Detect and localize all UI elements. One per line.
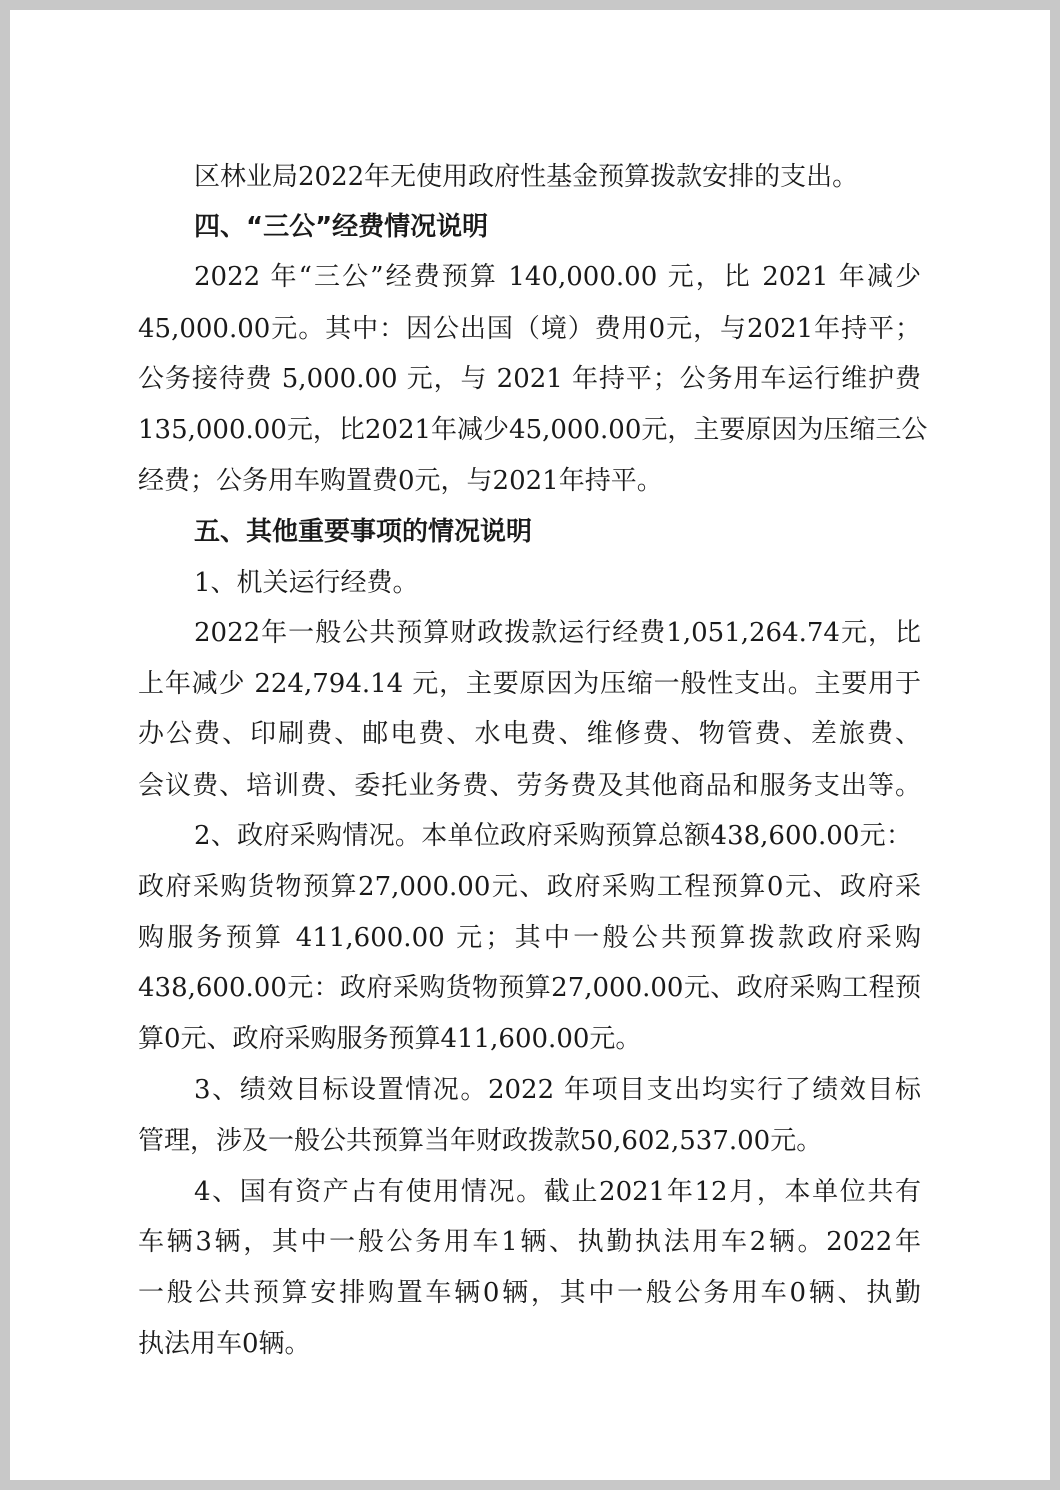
paragraph-procurement-line-1: 2、政府采购情况。本单位政府采购预算总额438,600.00元：: [194, 821, 912, 851]
paragraph-performance-line-2: 管理，涉及一般公共预算当年财政拨款50,602,537.00元。: [138, 1126, 823, 1156]
paragraph-performance-line-1: 3、绩效目标设置情况。2022 年项目支出均实行了绩效目标: [194, 1075, 921, 1105]
paragraph-operating-line-3: 办公费、印刷费、邮电费、水电费、维修费、物管费、差旅费、: [138, 719, 921, 749]
paragraph-assets-line-2: 车辆3辆，其中一般公务用车1辆、执勤执法用车2辆。2022年: [138, 1227, 921, 1257]
paragraph-government-fund-note: 区林业局2022年无使用政府性基金预算拨款安排的支出。: [194, 162, 859, 192]
paragraph-procurement-line-3: 购服务预算 411,600.00 元；其中一般公共预算拨款政府采购: [138, 923, 921, 953]
paragraph-assets-line-3: 一般公共预算安排购置车辆0辆，其中一般公务用车0辆、执勤: [138, 1278, 921, 1308]
paragraph-assets-line-4: 执法用车0辆。: [138, 1329, 311, 1359]
paragraph-assets-line-1: 4、国有资产占有使用情况。截止2021年12月，本单位共有: [194, 1177, 921, 1207]
paragraph-three-public-line-4: 135,000.00元，比2021年减少45,000.00元，主要原因为压缩三公: [138, 415, 928, 445]
paragraph-three-public-line-3: 公务接待费 5,000.00 元，与 2021 年持平；公务用车运行维护费: [138, 364, 921, 394]
paragraph-three-public-line-1: 2022 年“三公”经费预算 140,000.00 元，比 2021 年减少: [194, 262, 921, 292]
paragraph-procurement-line-4: 438,600.00元：政府采购货物预算27,000.00元、政府采购工程预: [138, 973, 921, 1003]
section-heading-other-matters: 五、其他重要事项的情况说明: [194, 517, 533, 547]
section-heading-three-public-expenses: 四、“三公”经费情况说明: [194, 212, 489, 242]
paragraph-operating-line-4: 会议费、培训费、委托业务费、劳务费及其他商品和服务支出等。: [138, 771, 921, 801]
paragraph-procurement-line-5: 算0元、政府采购服务预算411,600.00元。: [138, 1024, 642, 1054]
paragraph-three-public-line-2: 45,000.00元。其中：因公出国（境）费用0元，与2021年持平；: [138, 314, 921, 344]
paragraph-operating-line-1: 2022年一般公共预算财政拨款运行经费1,051,264.74元，比: [194, 618, 921, 648]
paragraph-operating-line-2: 上年减少 224,794.14 元，主要原因为压缩一般性支出。主要用于: [138, 669, 921, 699]
subheading-operating-expenses: 1、机关运行经费。: [194, 568, 419, 598]
paragraph-three-public-line-5: 经费；公务用车购置费0元，与2021年持平。: [138, 466, 663, 496]
paragraph-procurement-line-2: 政府采购货物预算27,000.00元、政府采购工程预算0元、政府采: [138, 872, 921, 902]
document-page: [10, 10, 1050, 1480]
